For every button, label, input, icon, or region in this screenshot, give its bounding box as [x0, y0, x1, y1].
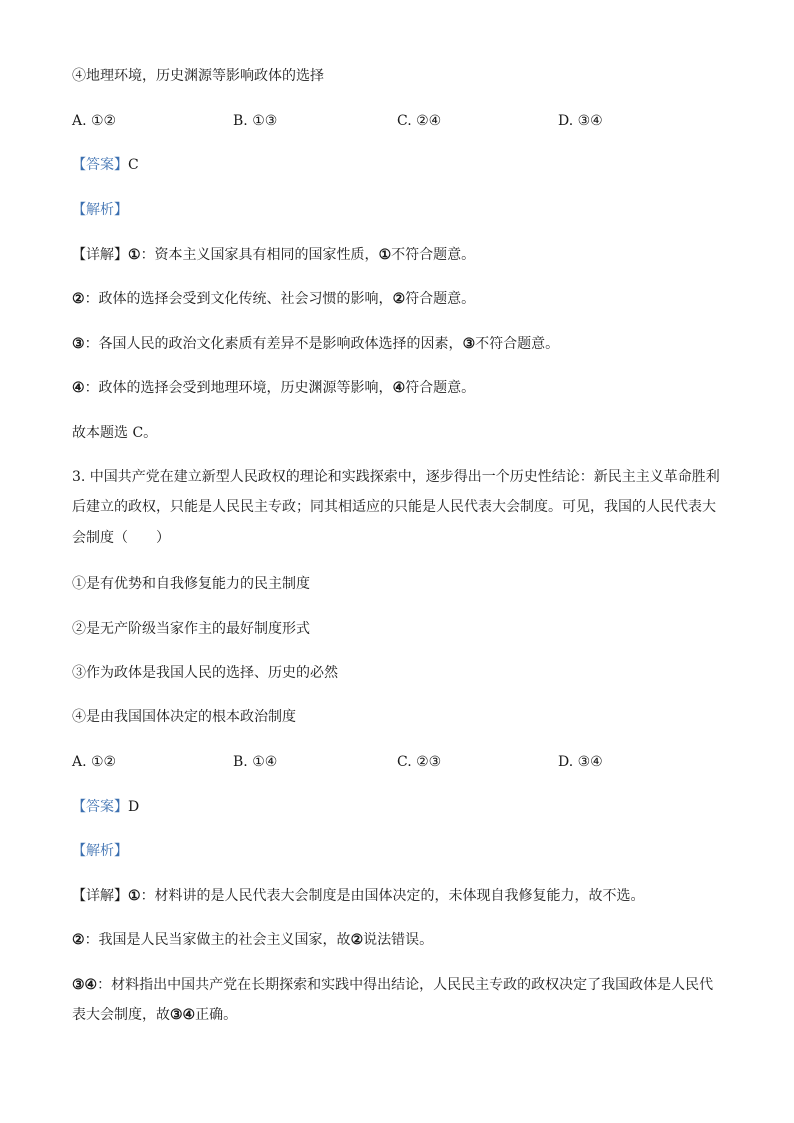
marker: ③: [72, 336, 85, 352]
q2-option-b: B. ①③: [233, 113, 278, 129]
q2-option-d: D. ③④: [558, 113, 603, 129]
q3-option-d: D. ③④: [558, 754, 603, 770]
marker: ①: [128, 247, 141, 263]
detail-text: ：政体的选择会受到文化传统、社会习惯的影响，: [84, 291, 393, 307]
detail-text: ：我国是人民当家做主的社会主义国家，故: [84, 932, 351, 948]
detail-text: 不符合题意。: [391, 247, 476, 263]
q2-statement-4: ④地理环境，历史渊源等影响政体的选择: [72, 68, 324, 84]
q3-detail-1: [72, 886, 645, 906]
q3-stem-line-1: 3. 中国共产党在建立新型人民政权的理论和实践探索中，逐步得出一个历史性结论：新民主主义革命胜利: [72, 469, 720, 485]
answer-value: C: [128, 157, 139, 173]
answer-value: D: [128, 799, 140, 815]
q2-answer: [72, 155, 139, 175]
q3-option-a: A. ①②: [72, 754, 117, 770]
q2-detail-1: [72, 245, 475, 265]
detail-text: 符合题意。: [405, 380, 476, 396]
detail-text: ：政体的选择会受到地理环境，历史渊源等影响，: [84, 380, 393, 396]
marker: ④: [72, 380, 85, 396]
q2-option-c: C. ②④: [397, 113, 442, 129]
detail-text: ：资本主义国家具有相同的国家性质，: [140, 247, 379, 263]
q3-option-b: B. ①④: [233, 754, 278, 770]
q2-option-a: A. ①②: [72, 113, 117, 129]
answer-tag: 【答案】: [72, 157, 128, 173]
q2-options: [72, 111, 732, 131]
marker: ②: [350, 932, 364, 948]
detail-text: ：各国人民的政治文化素质有差异不是影响政体选择的因素，: [84, 336, 463, 352]
marker: ①: [128, 888, 141, 904]
marker: ③④: [72, 977, 98, 993]
marker: ③: [462, 336, 476, 352]
detail-text: 不符合题意。: [475, 336, 560, 352]
detail-text: ：材料讲的是人民代表大会制度是由国体决定的，未体现自我修复能力，故不选。: [140, 888, 645, 904]
analysis-tag: 【解析】: [72, 843, 128, 859]
marker: ①: [378, 247, 392, 263]
detail-text: 表大会制度，故: [72, 1007, 170, 1023]
marker: ④: [392, 380, 406, 396]
q2-conclusion: 故本题选 C。: [72, 425, 158, 441]
analysis-tag: 【解析】: [72, 202, 128, 218]
marker: ②: [392, 291, 406, 307]
q3-stem-line-3: 会制度（ ）: [72, 530, 170, 546]
detail-text: 符合题意。: [405, 291, 476, 307]
q3-detail-34-cont: [72, 1005, 237, 1025]
q3-statement-4: ④是由我国国体决定的根本政治制度: [72, 709, 296, 725]
detail-text: ：材料指出中国共产党在长期探索和实践中得出结论，人民民主专政的政权决定了我国政体是人民代: [97, 977, 714, 993]
q2-analysis: [72, 200, 128, 220]
q3-detail-2: [72, 930, 433, 950]
q3-option-c: C. ②③: [397, 754, 442, 770]
marker: ②: [72, 932, 85, 948]
q3-statement-3: ③作为政体是我国人民的选择、历史的必然: [72, 665, 338, 681]
answer-tag: 【答案】: [72, 799, 128, 815]
q2-detail-4: [72, 378, 475, 398]
q3-options: [72, 752, 732, 772]
detail-tag: 【详解】: [72, 888, 128, 904]
q3-analysis: [72, 841, 128, 861]
q2-detail-2: [72, 289, 475, 309]
detail-text: 正确。: [195, 1007, 238, 1023]
q2-detail-3: [72, 334, 559, 354]
q3-statement-2: ②是无产阶级当家作主的最好制度形式: [72, 621, 310, 637]
q3-stem-line-2: 后建立的政权，只能是人民民主专政；同其相适应的只能是人民代表大会制度。可见，我国的人民代表大: [72, 499, 716, 515]
detail-text: 说法错误。: [363, 932, 434, 948]
marker: ③④: [170, 1007, 196, 1023]
q3-detail-34: [72, 975, 713, 995]
marker: ②: [72, 291, 85, 307]
detail-tag: 【详解】: [72, 247, 128, 263]
q3-answer: [72, 797, 139, 817]
q3-statement-1: ①是有优势和自我修复能力的民主制度: [72, 576, 310, 592]
